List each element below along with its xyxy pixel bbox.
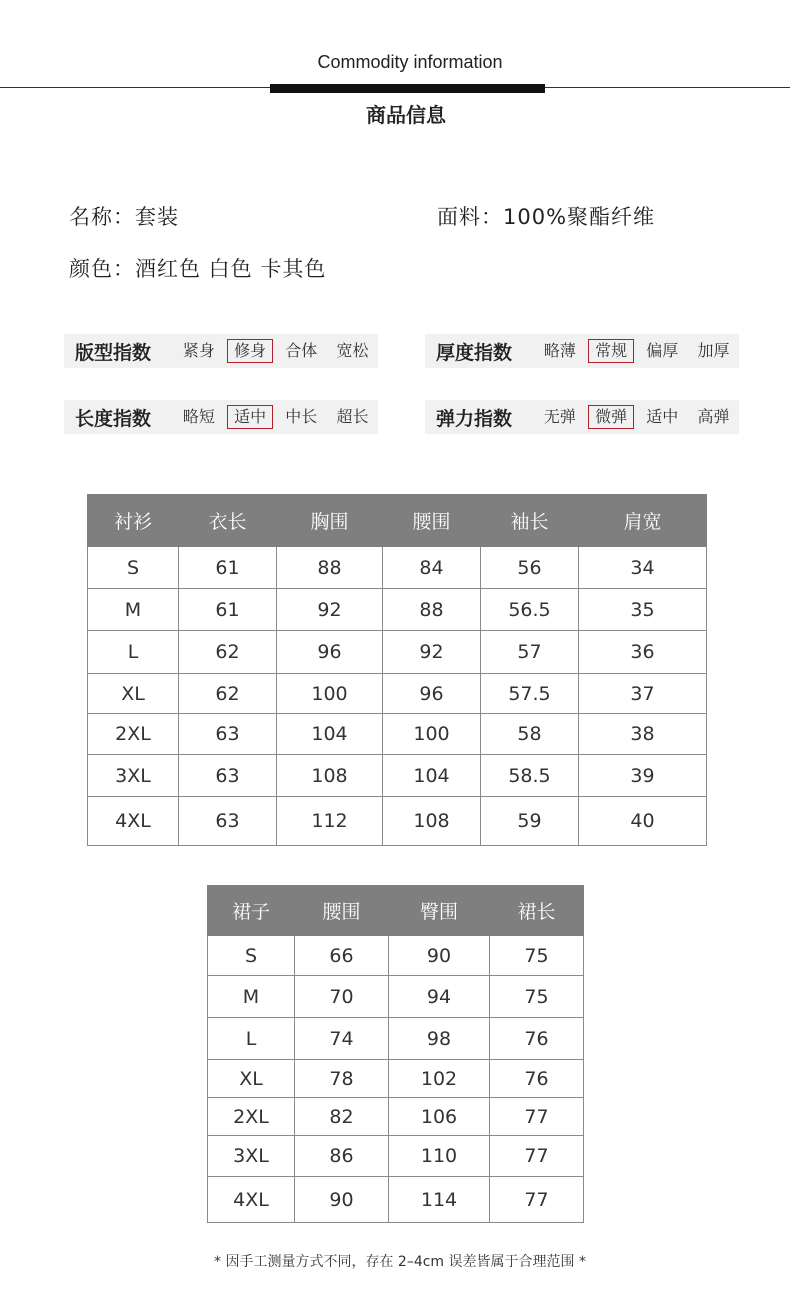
table-header-cell: 胸围 [277,495,383,547]
index-option: 略短 [182,407,215,426]
table-cell: 74 [295,1018,389,1060]
index-label: 厚度指数 [436,341,513,364]
table-header-cell: 腰围 [295,886,389,936]
index-option-selected: 微弹 [588,405,633,429]
table-header-cell: 肩宽 [579,495,707,547]
product-name: 名称：套装 [69,205,179,229]
measurement-footnote: * 因手工测量方式不同，存在 2–4cm 误差皆属于合理范围 * [214,1254,586,1270]
table-row [88,547,707,589]
table-cell: 104 [383,755,481,797]
table-cell: 110 [389,1136,490,1177]
table-cell: 4XL [88,797,179,846]
table-cell: 94 [389,976,490,1018]
table-cell: 63 [179,714,277,755]
table-cell: 96 [277,631,383,674]
table-cell: 90 [295,1177,389,1223]
index-option: 加厚 [697,341,730,360]
table-cell: 88 [383,589,481,631]
table-header-cell: 袖长 [481,495,579,547]
table-cell: 3XL [88,755,179,797]
table-cell: 77 [490,1136,584,1177]
table-cell: S [208,936,295,976]
table-cell: 34 [579,547,707,589]
table-cell: M [88,589,179,631]
product-colors: 颜色：酒红色 白色 卡其色 [69,257,327,281]
index-option: 偏厚 [646,341,679,360]
table-cell: 86 [295,1136,389,1177]
index-option: 无弹 [543,407,576,426]
table-cell: 75 [490,936,584,976]
table-cell: 84 [383,547,481,589]
fit-index [64,334,378,368]
table-cell: L [88,631,179,674]
table-cell: 100 [383,714,481,755]
index-option: 紧身 [182,341,215,360]
table-cell: 108 [277,755,383,797]
thickness-index [425,334,739,368]
index-label: 版型指数 [75,341,152,364]
table-row [88,755,707,797]
index-option-selected: 修身 [227,339,272,363]
table-cell: 3XL [208,1136,295,1177]
table-cell: 40 [579,797,707,846]
index-option: 超长 [336,407,369,426]
table-cell: 70 [295,976,389,1018]
table-cell: 114 [389,1177,490,1223]
table-cell: 61 [179,589,277,631]
table-cell: 2XL [88,714,179,755]
product-fabric: 面料：100%聚酯纤维 [437,205,656,229]
table-row [88,631,707,674]
table-header-cell: 臀围 [389,886,490,936]
table-cell: XL [88,674,179,714]
table-header-cell: 腰围 [383,495,481,547]
table-header-row [208,886,584,936]
table-header-cell: 衬衫 [88,495,179,547]
table-row [208,976,584,1018]
section-title-cn: 商品信息 [366,103,446,127]
table-cell: 66 [295,936,389,976]
table-row [208,936,584,976]
index-option: 中长 [285,407,318,426]
index-option: 适中 [646,407,679,426]
table-header-cell: 衣长 [179,495,277,547]
length-index [64,400,378,434]
table-cell: 36 [579,631,707,674]
table-cell: 37 [579,674,707,714]
table-cell: 38 [579,714,707,755]
table-cell: 77 [490,1098,584,1136]
table-row [88,589,707,631]
table-cell: 62 [179,674,277,714]
table-header-row [88,495,707,547]
table-cell: 92 [277,589,383,631]
index-option: 高弹 [697,407,730,426]
index-label: 弹力指数 [436,407,513,430]
table-cell: XL [208,1060,295,1098]
index-option-selected: 常规 [588,339,633,363]
index-option: 宽松 [336,341,369,360]
table-cell: 2XL [208,1098,295,1136]
table-cell: 62 [179,631,277,674]
table-row [88,797,707,846]
table-cell: 92 [383,631,481,674]
table-cell: 90 [389,936,490,976]
table-row [208,1136,584,1177]
table-cell: 39 [579,755,707,797]
table-cell: 96 [383,674,481,714]
table-cell: 58.5 [481,755,579,797]
table-row [208,1177,584,1223]
table-cell: 106 [389,1098,490,1136]
table-row [208,1098,584,1136]
table-cell: 56.5 [481,589,579,631]
table-cell: 4XL [208,1177,295,1223]
shirt-size-table [87,494,707,846]
table-row [208,1018,584,1060]
table-cell: 108 [383,797,481,846]
index-option: 略薄 [543,341,576,360]
table-cell: 57 [481,631,579,674]
skirt-size-table [207,885,584,1223]
table-row [88,674,707,714]
table-row [208,1060,584,1098]
table-cell: 102 [389,1060,490,1098]
table-cell: 76 [490,1060,584,1098]
table-cell: 78 [295,1060,389,1098]
table-cell: S [88,547,179,589]
index-label: 长度指数 [75,407,152,430]
table-cell: 82 [295,1098,389,1136]
header-accent-bar [270,84,545,93]
table-cell: 59 [481,797,579,846]
elasticity-index [425,400,739,434]
table-cell: 88 [277,547,383,589]
table-cell: 63 [179,797,277,846]
table-cell: 76 [490,1018,584,1060]
table-cell: M [208,976,295,1018]
table-header-cell: 裙子 [208,886,295,936]
table-cell: 58 [481,714,579,755]
table-row [88,714,707,755]
table-cell: 112 [277,797,383,846]
table-cell: 63 [179,755,277,797]
table-cell: 104 [277,714,383,755]
table-cell: 100 [277,674,383,714]
table-cell: 56 [481,547,579,589]
table-cell: 75 [490,976,584,1018]
table-cell: 77 [490,1177,584,1223]
table-cell: 35 [579,589,707,631]
table-cell: 98 [389,1018,490,1060]
table-cell: 61 [179,547,277,589]
table-header-cell: 裙长 [490,886,584,936]
section-title-en: Commodity information [317,52,503,72]
table-cell: 57.5 [481,674,579,714]
index-option: 合体 [285,341,318,360]
table-cell: L [208,1018,295,1060]
index-option-selected: 适中 [227,405,272,429]
